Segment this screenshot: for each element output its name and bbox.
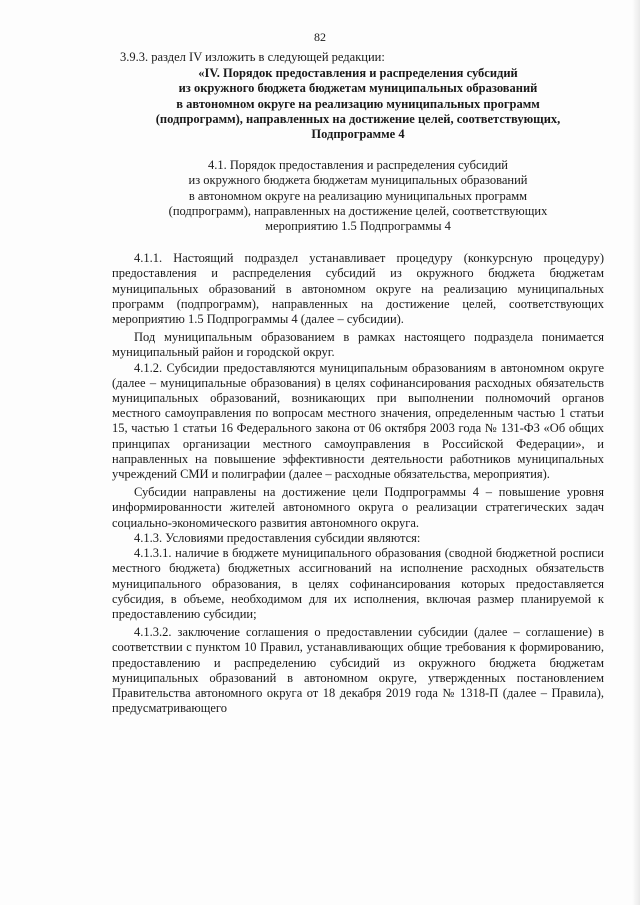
intro-line: 3.9.3. раздел IV изложить в следующей редакции: bbox=[120, 50, 385, 64]
paragraph-4-1-1: 4.1.1. Настоящий подраздел устанавливает процедуру (конкурсную процедуру) предоставления и распределения субсидий из окружного бюджета бюджетам муниципальных образований в автономном округе на реализацию муниципальных программ (подпрограмм), направленных на достижение целей, соответствующих мероприятию 1.5 Подпрограммы 4 (далее – субсидии). bbox=[112, 251, 604, 327]
section-heading-line: в автономном округе на реализацию муниципальных программ bbox=[176, 96, 540, 111]
paragraph-subsidy-goal: Субсидии направлены на достижение цели Подпрограммы 4 – повышение уровня информированности жителей автономного округа о реализации стратегических задач социально-экономического развития автономного округа. bbox=[112, 485, 604, 530]
subsection-heading-line: (подпрограмм), направленных на достижение целей, соответствующих bbox=[168, 203, 548, 218]
subsection-heading-line: в автономном округе на реализацию муниципальных программ bbox=[188, 188, 528, 203]
section-heading-line: «IV. Порядок предоставления и распределения субсидий bbox=[198, 66, 518, 81]
subsection-heading-line: мероприятию 1.5 Подпрограммы 4 bbox=[265, 219, 451, 234]
paragraph-4-1-3-2: 4.1.3.2. заключение соглашения о предоставлении субсидии (далее – соглашение) в соответствии с пунктом 10 Правил, устанавливающих общие требования к формированию, предоставлению и распределению субсидий из окружного бюджета бюджетам муниципальных образований в автономном округе, утвержденных постановлением Правительства автономного округа от 18 декабря 2019 года № 1318-П (далее – Правила), предусматривающего bbox=[112, 625, 604, 716]
paragraph-4-1-3-1: 4.1.3.1. наличие в бюджете муниципального образования (сводной бюджетной росписи местного бюджета) бюджетных ассигнований на исполнение расходных обязательств муниципального образования, в целях софинансирования которых предоставляется субсидия, в объеме, необходимом для их исполнения, включая размер планируемой к предоставлению субсидии; bbox=[112, 546, 604, 621]
page-number: 82 bbox=[314, 30, 326, 44]
subsection-heading-line: 4.1. Порядок предоставления и распределения субсидий bbox=[208, 158, 508, 173]
paragraph-4-1-2: 4.1.2. Субсидии предоставляются муниципальным образованиям в автономном округе (далее – муниципальные образования) в целях софинансирования расходных обязательств муниципальных образований, возникающих при выполнении полномочий органов местного самоуправления по вопросам местного значения, определенным частью 1 статьи 15, частью 1 статьи 16 Федерального закона от 06 октября 2003 года № 131-ФЗ «Об общих принципах организации местного самоуправления в Российской Федерации», и направленных на повышение эффективности деятельности работников муниципальных учреждений СМИ и полиграфии (далее – расходные обязательства, мероприятия). bbox=[112, 360, 604, 482]
subsection-heading-line: из окружного бюджета бюджетам муниципальных образований bbox=[188, 173, 528, 188]
paragraph-municipal-definition: Под муниципальным образованием в рамках настоящего подраздела понимается муниципальный район и городской округ. bbox=[112, 330, 604, 360]
section-heading-line: из окружного бюджета бюджетам муниципальных образований bbox=[178, 81, 538, 96]
subsection-heading bbox=[112, 158, 604, 234]
document-body bbox=[112, 50, 604, 716]
scan-edge-shadow bbox=[632, 0, 640, 905]
section-heading bbox=[112, 66, 604, 142]
section-heading-line: (подпрограмм), направленных на достижение целей, соответствующих, bbox=[155, 111, 561, 126]
section-heading-line: Подпрограмме 4 bbox=[311, 127, 405, 142]
paragraph-4-1-3: 4.1.3. Условиями предоставления субсидии являются: bbox=[134, 530, 421, 545]
